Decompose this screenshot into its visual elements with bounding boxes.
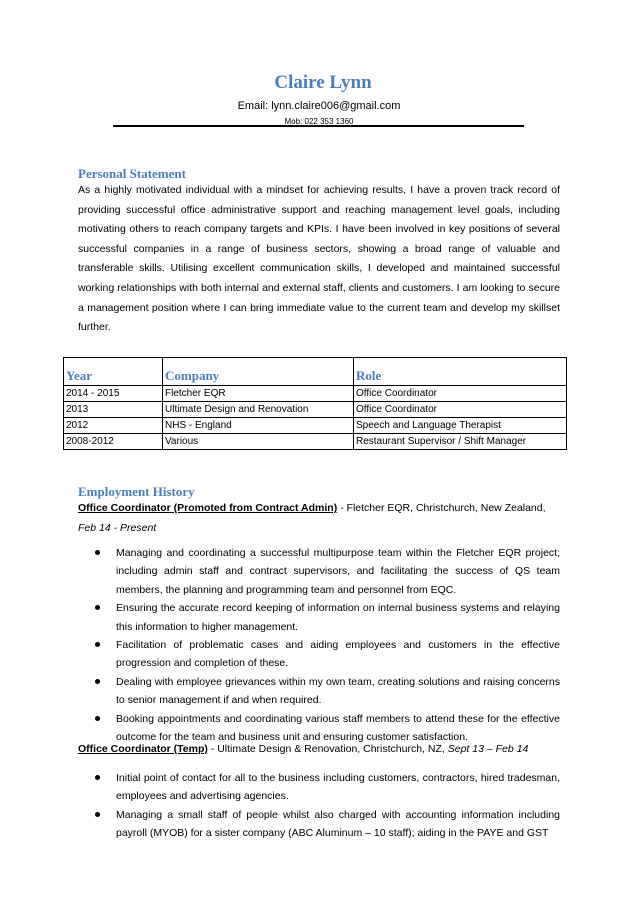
cell-role: Restaurant Supervisor / Shift Manager	[354, 434, 567, 450]
bullet-icon	[95, 716, 100, 721]
bullet-text: Managing a small staff of people whilst also charged with accounting information including payroll (MYOB) for a sister company (ABC Aluminum – 10 staff); aiding in the PAYE and GST	[116, 808, 560, 840]
header-company: Company	[163, 358, 354, 386]
job-1-details: - Fletcher EQR, Christchurch, New Zealand,	[337, 502, 546, 514]
bullet-icon	[95, 775, 100, 780]
cell-year: 2014 - 2015	[64, 386, 163, 402]
bullet-icon	[95, 642, 100, 647]
table-row	[64, 434, 567, 450]
resume-header	[78, 72, 560, 127]
candidate-name: Claire Lynn	[274, 72, 372, 93]
personal-statement-text: As a highly motivated individual with a mindset for achieving results, I have a proven track record of providing successful office administrative support and reaching management level goals, including motivating others to reach company targets and KPIs. I have been involved in key positions of several successful companies in a range of business sectors, showing a broad range of valuable and transferable skills. Utilising excellent communication skills, I developed and maintained successful working relationships with both internal and external staff, clients and customers. I am looking to secure a management position where I can bring immediate value to the current team and develop my skillset further.	[78, 184, 560, 334]
job-2-title: Office Coordinator (Temp)	[78, 743, 208, 755]
bullet-text: Ensuring the accurate record keeping of information on internal business systems and relaying this information to higher management.	[116, 602, 560, 633]
header-divider	[113, 125, 524, 127]
job-1-bullet-list	[78, 544, 560, 746]
job-2-heading	[78, 740, 560, 760]
cell-company: Fletcher EQR	[163, 386, 354, 402]
bullet-text: Booking appointments and coordinating various staff members to attend these for the effective outcome for the team and business unit and ensuring customer satisfaction.	[116, 712, 560, 744]
table-row	[64, 402, 567, 418]
list-item	[78, 599, 560, 636]
cell-role: Office Coordinator	[354, 402, 567, 418]
list-item	[78, 806, 560, 843]
employment-history-title: Employment History	[78, 484, 195, 499]
bullet-icon	[95, 812, 100, 817]
cell-year: 2013	[64, 402, 163, 418]
cell-year: 2008-2012	[64, 434, 163, 450]
job-1-title: Office Coordinator (Promoted from Contract Admin)	[78, 502, 338, 514]
job-2-dates: Sept 13 – Feb 14	[447, 743, 529, 755]
bullet-icon	[95, 605, 100, 610]
job-1-heading	[78, 499, 560, 538]
cell-company: Various	[163, 434, 354, 450]
job-2-details: - Ultimate Design & Renovation, Christchurch, NZ,	[207, 743, 448, 755]
job-1-dates: Feb 14 - Present	[78, 521, 157, 534]
personal-statement-title: Personal Statement	[78, 166, 186, 181]
list-item	[78, 769, 560, 806]
roles-table	[63, 357, 567, 450]
list-item	[78, 673, 560, 710]
list-item	[78, 544, 560, 599]
job-2-bullet-list	[78, 769, 560, 843]
cell-company: Ultimate Design and Renovation	[163, 402, 354, 418]
mobile-line: Mob: 022 353 1360	[284, 117, 354, 126]
bullet-icon	[95, 679, 100, 684]
cell-company: NHS - England	[163, 418, 354, 434]
cell-role: Speech and Language Therapist	[354, 418, 567, 434]
list-item	[78, 636, 560, 673]
header-year: Year	[64, 358, 163, 386]
bullet-text: Managing and coordinating a successful multipurpose team within the Fletcher EQR project; including admin staff and contract supervisors, and facilitating the success of QS team members, the planning and programming team and personnel from EQC.	[116, 547, 560, 596]
cell-role: Office Coordinator	[354, 386, 567, 402]
bullet-icon	[95, 550, 100, 555]
table-row	[64, 418, 567, 434]
table-header-row	[64, 358, 567, 386]
email-line: Email: lynn.claire006@gmail.com	[237, 100, 401, 112]
bullet-text: Facilitation of problematic cases and aiding employees and customers in the effective progression and completion of these.	[116, 639, 560, 670]
bullet-text: Initial point of contact for all to the business including customers, contractors, hired tradesman, employees and advertising agencies.	[116, 772, 560, 803]
header-role: Role	[354, 358, 567, 386]
bullet-text: Dealing with employee grievances within my own team, creating solutions and raising concerns to senior management if and when required.	[116, 675, 560, 707]
cell-year: 2012	[64, 418, 163, 434]
table-row	[64, 386, 567, 402]
